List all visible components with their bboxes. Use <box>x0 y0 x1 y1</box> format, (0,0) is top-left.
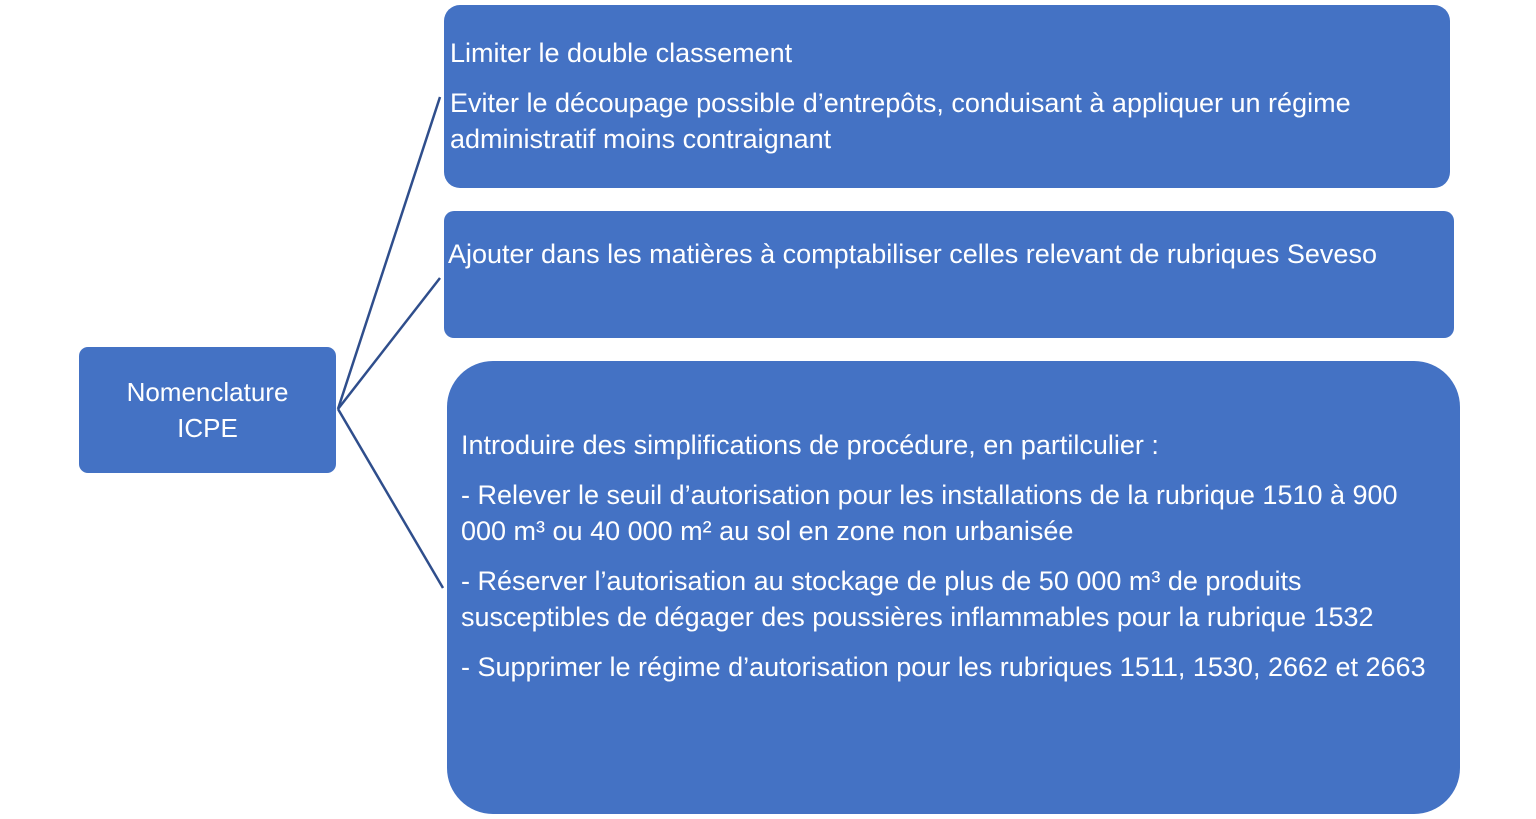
branch-3-paragraph-4: - Supprimer le régime d’autorisation pour les rubriques 1511, 1530, 2662 et 2663 <box>461 652 1426 682</box>
root-label-line-1: Nomenclature <box>126 377 289 407</box>
root-label-line-2: ICPE <box>177 413 238 443</box>
connector-to-branch-3 <box>338 409 443 588</box>
branch-node-2 <box>444 211 1454 338</box>
connector-to-branch-1 <box>338 97 440 409</box>
branch-node-3 <box>447 361 1460 814</box>
branch-2-paragraph-1: Ajouter dans les matières à comptabiliser celles relevant de rubriques Seveso <box>448 239 1377 269</box>
root-node-nomenclature-icpe <box>79 347 336 473</box>
branch-3-paragraph-2: - Relever le seuil d’autorisation pour les installations de la rubrique 1510 à 900 000 m³ ou 40 000 m² au sol en zone non urbanisée <box>461 480 1398 546</box>
branch-node-1 <box>444 5 1450 188</box>
branch-3-paragraph-3: - Réserver l’autorisation au stockage de plus de 50 000 m³ de produits susceptibles de dégager des poussières inflammables pour la rubrique 1532 <box>461 566 1374 632</box>
branch-1-paragraph-1: Limiter le double classement <box>450 38 793 68</box>
branch-3-paragraph-1: Introduire des simplifications de procédure, en partilculier : <box>461 430 1159 460</box>
branch-1-paragraph-2: Eviter le découpage possible d’entrepôts, conduisant à appliquer un régime administratif moins contraignant <box>450 88 1351 154</box>
connector-to-branch-2 <box>338 278 440 409</box>
